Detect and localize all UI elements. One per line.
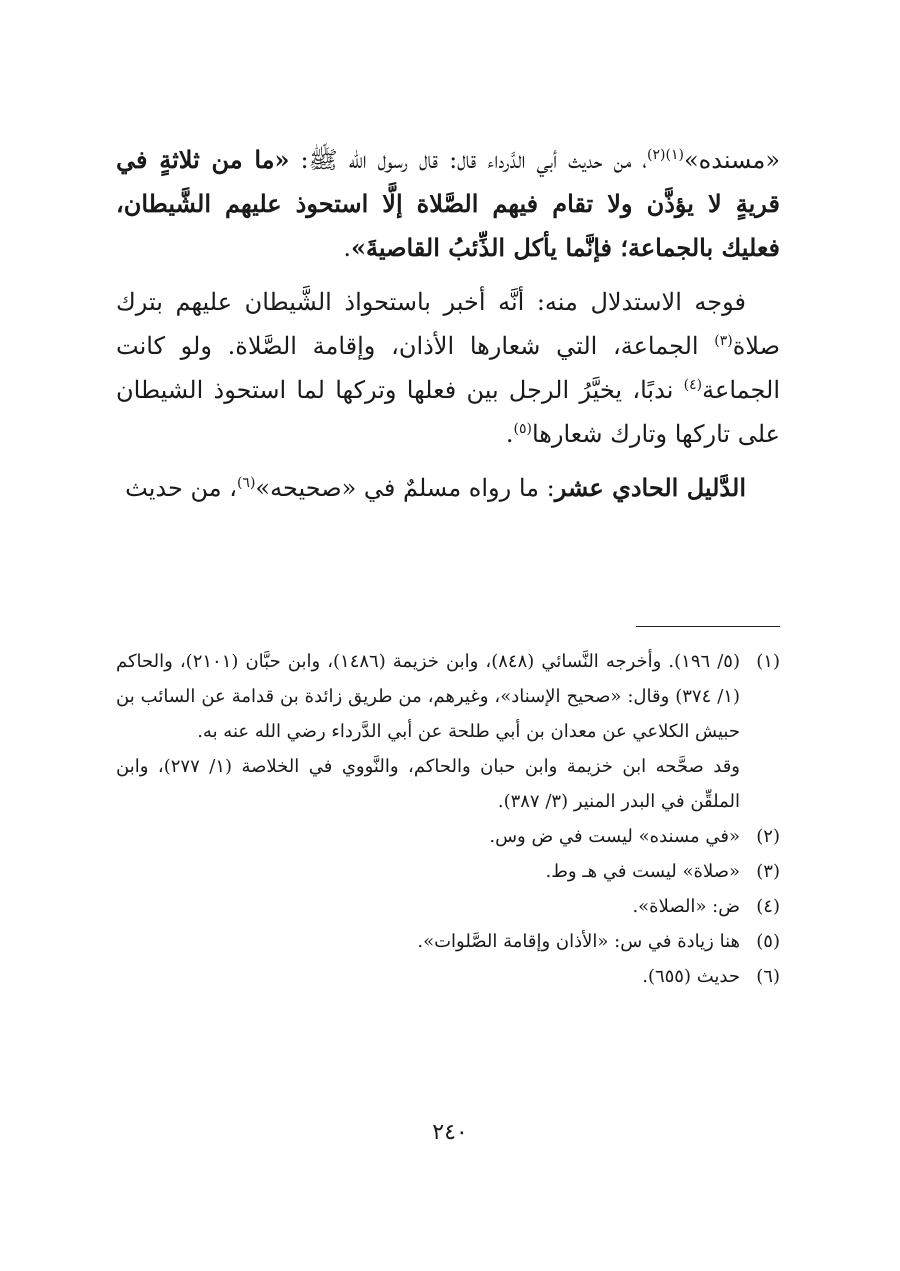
- footnote-1: [116, 644, 780, 749]
- footnote-ref: (١)(٢): [647, 147, 684, 163]
- footnote-4: [116, 889, 780, 924]
- page-number: ٢٤٠: [432, 1120, 468, 1145]
- footnote-text: حديث (٦٥٥).: [642, 966, 740, 987]
- text-run: «مسنده»: [683, 146, 781, 174]
- paragraph-3: [116, 466, 780, 510]
- footnote-text: ض: «الصلاة».: [632, 896, 740, 917]
- text-run: .: [343, 234, 351, 262]
- text-run: .: [505, 420, 514, 448]
- text-run: الجماعة، التي شعارها الأذان، وإقامة الصَّلاة. ولو كانت الجماعة: [116, 332, 780, 404]
- footnote-ref: (٣): [714, 333, 733, 349]
- footnote-3: [116, 854, 780, 889]
- footnote-number: (٤): [756, 896, 780, 917]
- footnote-1-continued: [116, 749, 780, 819]
- footnote-6: [116, 959, 780, 994]
- text-run: فوجه الاستدلال منه: أنَّه أخبر باستحواذ الشَّيطان عليهم بترك صلاة: [116, 288, 780, 360]
- footnotes: [116, 644, 780, 994]
- paragraph-1: [116, 138, 780, 270]
- text-run: : ما رواه مسلمٌ في «صحيحه»: [255, 474, 555, 502]
- footnote-indent: [740, 749, 780, 819]
- footnote-number: (٢): [756, 826, 780, 847]
- footnote-text: «في مسنده» ليست في ض وس.: [489, 826, 740, 847]
- text-run: ندبًا، يخيَّرُ الرجل بين فعلها وتركها لما استحوذ الشيطان على تاركها وتارك شعارها: [116, 376, 780, 448]
- footnote-ref: (٤): [683, 377, 703, 393]
- hadith-quote: «ما من ثلاثةٍ في قريةٍ لا يؤذَّن ولا تقام فيهم الصَّلاة إلَّا استحوذ عليهم الشَّيطان، فعليك بالجماعة؛ فإنَّما يأكل الذِّئبُ القاصيةَ»: [116, 145, 780, 262]
- footnote-text: (٥/ ١٩٦). وأخرجه النَّسائي (٨٤٨)، وابن خزيمة (١٤٨٦)، وابن حبَّان (٢١٠١)، والحاكم (١/ ٣٧٤) وقال: «صحيح الإسناد»، وغيرهم، من طريق زائدة بن قدامة عن السائب بن حبيش الكلاعي عن معدان بن أبي طلحة عن أبي الدَّرداء رضي الله عنه به.: [116, 651, 740, 742]
- footnote-separator: [636, 626, 780, 627]
- main-text: [116, 138, 780, 520]
- footnote-number: (١): [756, 651, 780, 672]
- footnote-number: (٣): [756, 861, 780, 882]
- text-run: ، من حديث أبي الدَّرداء قال: قال رسول الله ﷺ:: [289, 146, 648, 174]
- footnote-5: [116, 924, 780, 959]
- footnote-ref: (٥): [513, 421, 532, 437]
- paragraph-2: [116, 280, 780, 456]
- footnote-text: هنا زيادة في س: «الأذان وإقامة الصَّلوات».: [417, 931, 740, 952]
- footnote-text: وقد صحَّحه ابن خزيمة وابن حبان والحاكم، والنَّووي في الخلاصة (١/ ٢٧٧)، وابن الملقِّن في البدر المنير (٣/ ٣٨٧).: [116, 756, 740, 812]
- text-run: ، من حديث: [125, 474, 237, 502]
- section-heading: الدَّليل الحادي عشر: [554, 473, 746, 502]
- footnote-number: (٥): [756, 931, 780, 952]
- footnote-number: (٦): [756, 966, 780, 987]
- footnote-text: «صلاة» ليست في هـ وط.: [545, 861, 740, 882]
- footnote-ref: (٦): [236, 475, 256, 491]
- footnote-2: [116, 819, 780, 854]
